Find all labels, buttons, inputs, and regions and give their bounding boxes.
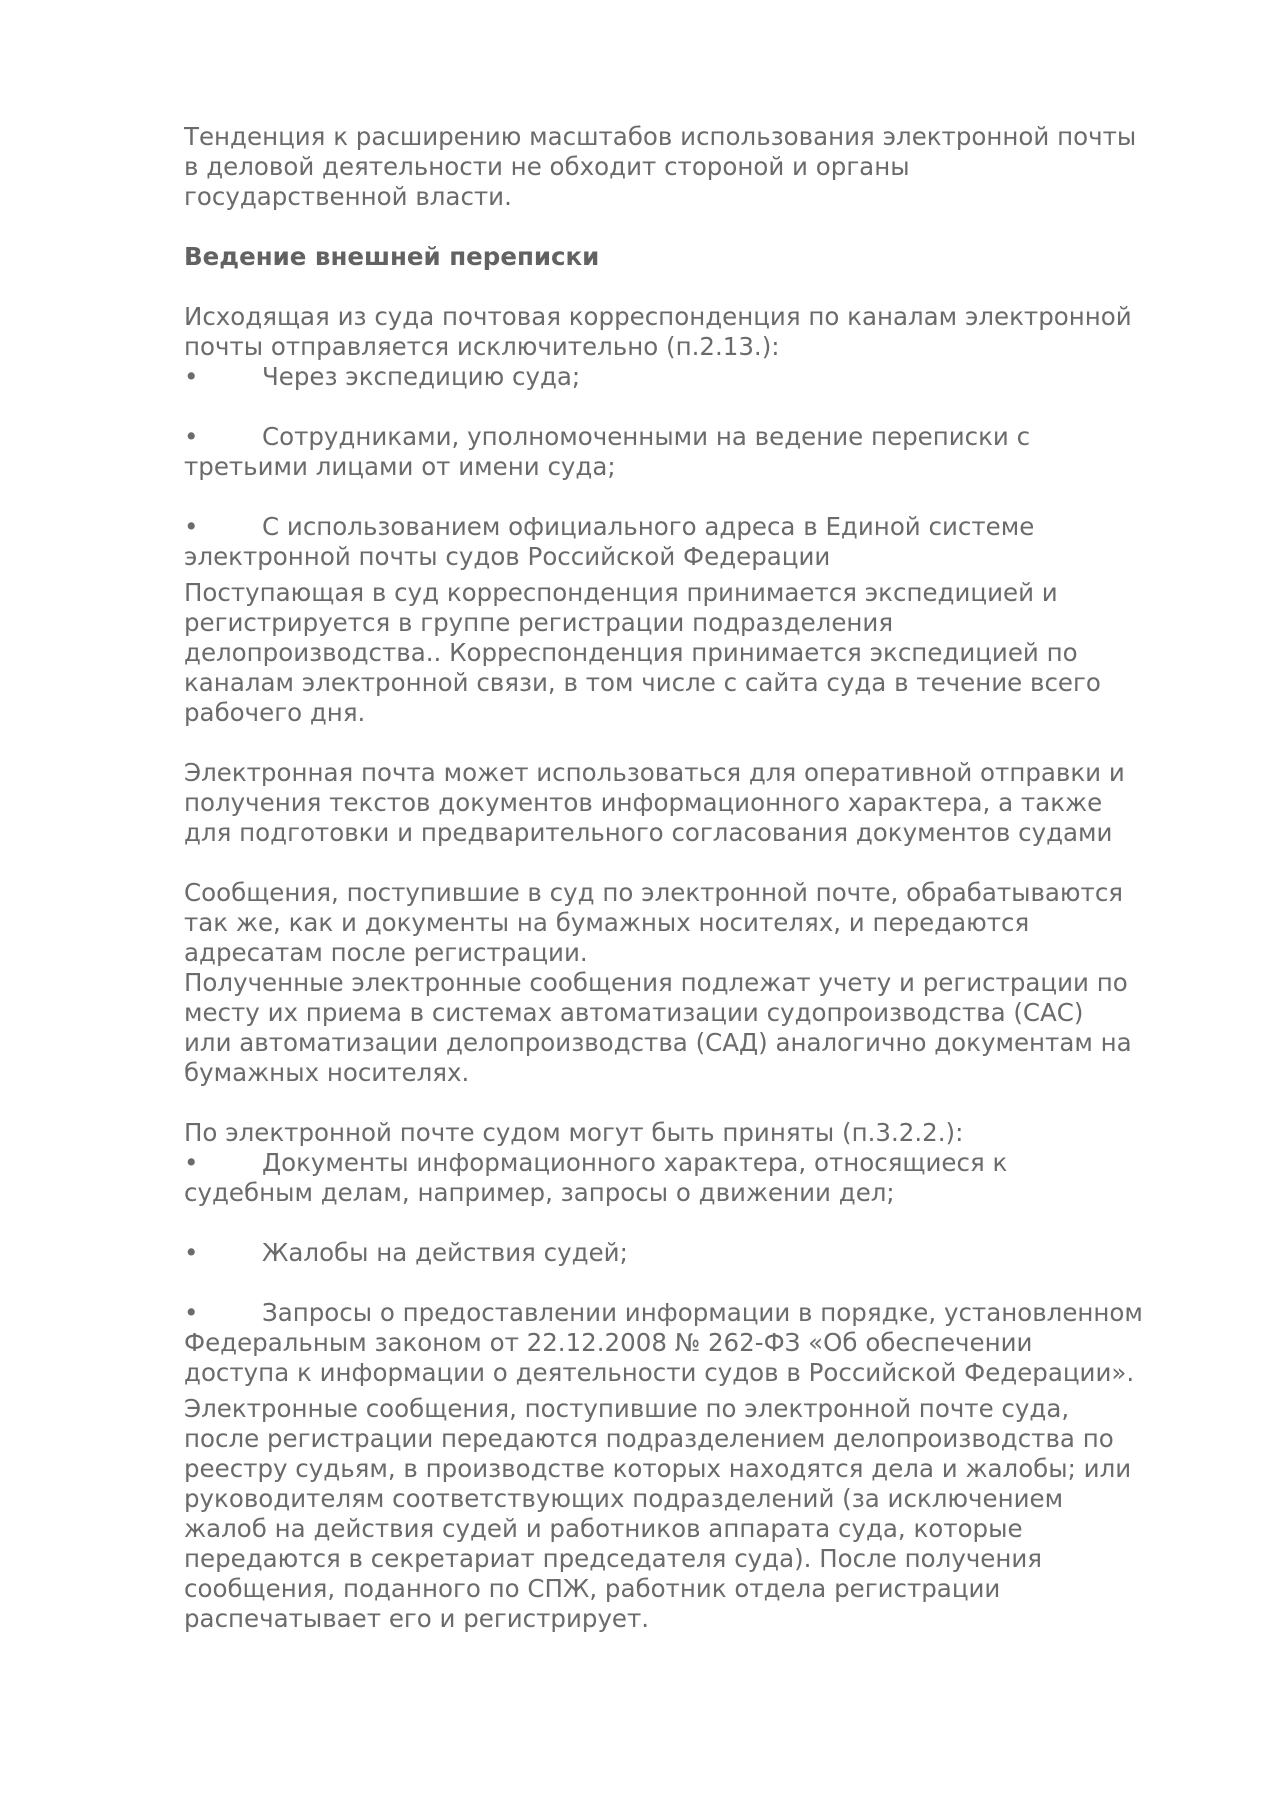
text-line: регистрируется в группе регистрации подразделения — [184, 608, 894, 637]
text-line: в деловой деятельности не обходит стороной и органы — [184, 152, 910, 181]
email-usage-paragraph — [184, 758, 1184, 848]
routing-paragraph — [184, 1394, 1184, 1634]
text-line: месту их приема в системах автоматизации судопроизводства (САС) — [184, 998, 1084, 1027]
list-item-text: Жалобы на действия судей; — [262, 1238, 628, 1267]
text-line: Полученные электронные сообщения подлежат учету и регистрации по — [184, 968, 1128, 997]
bullet-marker: • — [184, 362, 199, 391]
bullet-marker: • — [184, 1238, 199, 1267]
list-item-text: электронной почты судов Российской Федерации — [184, 542, 831, 571]
intro-paragraph — [184, 122, 1184, 212]
bullet-marker: • — [184, 512, 199, 541]
list-item-text: Запросы о предоставлении информации в порядке, установленном — [262, 1298, 1143, 1327]
text-line: рабочего дня. — [184, 698, 366, 727]
text-line: Тенденция к расширению масштабов использования электронной почты — [184, 122, 1137, 151]
list-item — [184, 1148, 1184, 1208]
text-line: делопроизводства.. Корреспонденция принимается экспедицией по — [184, 638, 1078, 667]
list-item-text: Федеральным законом от 22.12.2008 № 262-ФЗ «Об обеспечении — [184, 1328, 1033, 1357]
text-line: Электронные сообщения, поступившие по электронной почте суда, — [184, 1394, 1070, 1423]
text-line: сообщения, поданного по СПЖ, работник отдела регистрации — [184, 1574, 1001, 1603]
text-line: почты отправляется исключительно (п.2.13.): — [184, 332, 780, 361]
list-item-text: Сотрудниками, уполномоченными на ведение переписки с — [262, 422, 1031, 451]
text-line: после регистрации передаются подразделением делопроизводства по — [184, 1424, 1114, 1453]
outgoing-lead-paragraph — [184, 302, 1184, 362]
list-item-text: доступа к информации о деятельности судов в Российской Федерации». — [184, 1358, 1135, 1387]
messages-paragraph — [184, 878, 1184, 1088]
text-line: Электронная почта может использоваться для оперативной отправки и — [184, 758, 1125, 787]
list-item-text: Документы информационного характера, относящиеся к — [262, 1148, 1008, 1177]
text-line: адресатам после регистрации. — [184, 938, 588, 967]
list-item-text: третьими лицами от имени суда; — [184, 452, 616, 481]
text-line: жалоб на действия судей и работников аппарата суда, которые — [184, 1514, 1023, 1543]
text-line: для подготовки и предварительного согласования документов судами — [184, 818, 1113, 847]
list-item — [184, 512, 1184, 572]
text-line: Поступающая в суд корреспонденция принимается экспедицией и — [184, 578, 1058, 607]
list-item-text: С использованием официального адреса в Единой системе — [262, 512, 1035, 541]
document-body — [184, 122, 1184, 1634]
text-line: получения текстов документов информационного характера, а также — [184, 788, 1103, 817]
list-item — [184, 422, 1184, 482]
list-item — [184, 1298, 1184, 1388]
text-line: каналам электронной связи, в том числе с сайта суда в течение всего — [184, 668, 1101, 697]
text-line: или автоматизации делопроизводства (САД) аналогично документам на — [184, 1028, 1132, 1057]
text-line: Исходящая из суда почтовая корреспонденция по каналам электронной — [184, 302, 1132, 331]
accepted-lead-paragraph: По электронной почте судом могут быть приняты (п.3.2.2.): — [184, 1118, 964, 1147]
text-line: распечатывает его и регистрирует. — [184, 1604, 650, 1633]
section-heading: Ведение внешней переписки — [184, 242, 600, 271]
bullet-marker: • — [184, 422, 199, 451]
text-line: передаются в секретариат председателя суда). После получения — [184, 1544, 1043, 1573]
list-item — [184, 1238, 1184, 1268]
list-item-text: Через экспедицию суда; — [262, 362, 581, 391]
list-item — [184, 362, 1184, 392]
text-line: Сообщения, поступившие в суд по электронной почте, обрабатываются — [184, 878, 1124, 907]
bullet-marker: • — [184, 1298, 199, 1327]
text-line: государственной власти. — [184, 182, 512, 211]
bullet-marker: • — [184, 1148, 199, 1177]
text-line: руководителям соответствующих подразделений (за исключением — [184, 1484, 1064, 1513]
text-line: реестру судьям, в производстве которых находятся дела и жалобы; или — [184, 1454, 1132, 1483]
text-line: так же, как и документы на бумажных носителях, и передаются — [184, 908, 1030, 937]
incoming-paragraph — [184, 578, 1184, 728]
list-item-text: судебным делам, например, запросы о движении дел; — [184, 1178, 895, 1207]
text-line: бумажных носителях. — [184, 1058, 470, 1087]
